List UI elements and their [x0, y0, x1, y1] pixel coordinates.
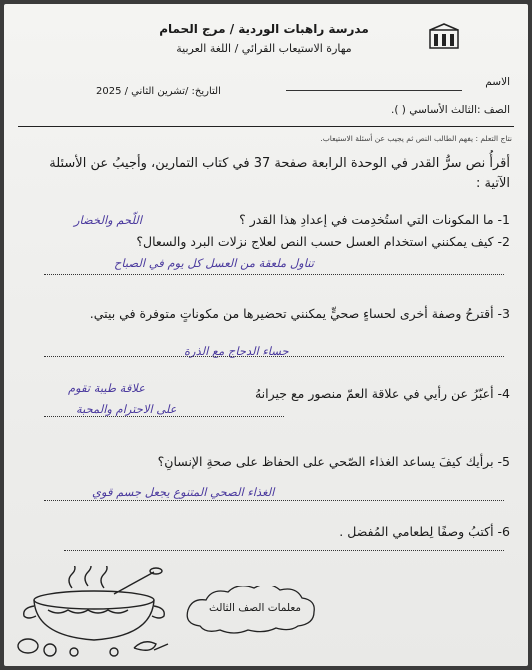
question-6: 6- أكتبُ وصفًا لِطعامي المُفضل .	[339, 524, 510, 539]
answer-line-2	[44, 274, 504, 275]
question-5: 5- برأيك كيفَ يساعد الغذاء الصّحي على الحفاظ على صحةِ الإنسانِ؟	[157, 454, 510, 469]
question-3: 3- أقترحُ وصفة أخرى لحساءٍ صحيٍّ يمكنني تحضيرها من مكوناتٍ متوفرة في بيتي.	[89, 306, 510, 321]
teachers-signature: معلمات الصف الثالث	[208, 602, 302, 614]
instructions: أقرأُ نص سرُّ القدر في الوحدة الرابعة صفحة 37 في كتاب التمارين، وأجيبُ عن الأسئلة الآتية :	[49, 156, 510, 191]
answer-5[interactable]: الغذاء الصحي المتنوع يجعل جسم قوي	[92, 485, 275, 499]
answer-line-6[interactable]	[64, 550, 504, 551]
worksheet	[4, 4, 528, 666]
learning-outcome: نتاج التعلم : يفهم الطالب النص ثم يجيب عن أسئلة الاستيعاب.	[320, 134, 512, 143]
header-divider	[18, 126, 514, 127]
answer-2[interactable]: تناول ملعقة من العسل كل يوم في الصباح	[114, 256, 314, 270]
answer-4-line-2[interactable]: على الاحترام والمحبة	[76, 402, 177, 416]
school-name: مدرسة راهبات الوردية / مرج الحمام	[159, 22, 369, 36]
answer-line-4	[44, 416, 284, 417]
class-field: الصف :الثالث الأساسي ( ).	[391, 104, 510, 116]
school-logo-icon	[428, 22, 460, 50]
name-field-line[interactable]	[286, 90, 462, 91]
skill-title: مهارة الاستيعاب القرائي / اللغة العربية	[176, 42, 352, 55]
answer-line-3	[44, 356, 504, 357]
answer-line-5	[44, 500, 504, 501]
question-2: 2- كيف يمكنني استخدام العسل حسب النص لعلاج نزلات البرد والسعال؟	[136, 234, 510, 249]
question-1: 1- ما المكونات التي استُخدِمت في إعدادِ هذا القدر ؟	[239, 212, 510, 227]
answer-4-line-1[interactable]: علاقة طيبة تقوم	[68, 381, 146, 395]
answer-1[interactable]: اللّحم والخضار	[74, 213, 142, 227]
date-field: التاريخ: /تشرين الثاني / 2025	[96, 86, 221, 97]
question-4: 4- أعبّرُ عن رأيي في علاقة العمّ منصور مع جيرانهُ	[254, 386, 510, 401]
answer-3[interactable]: حساء الدجاج مع الذرة	[184, 344, 289, 358]
soup-pot-icon	[14, 566, 174, 658]
name-label: الاسم	[485, 76, 510, 88]
